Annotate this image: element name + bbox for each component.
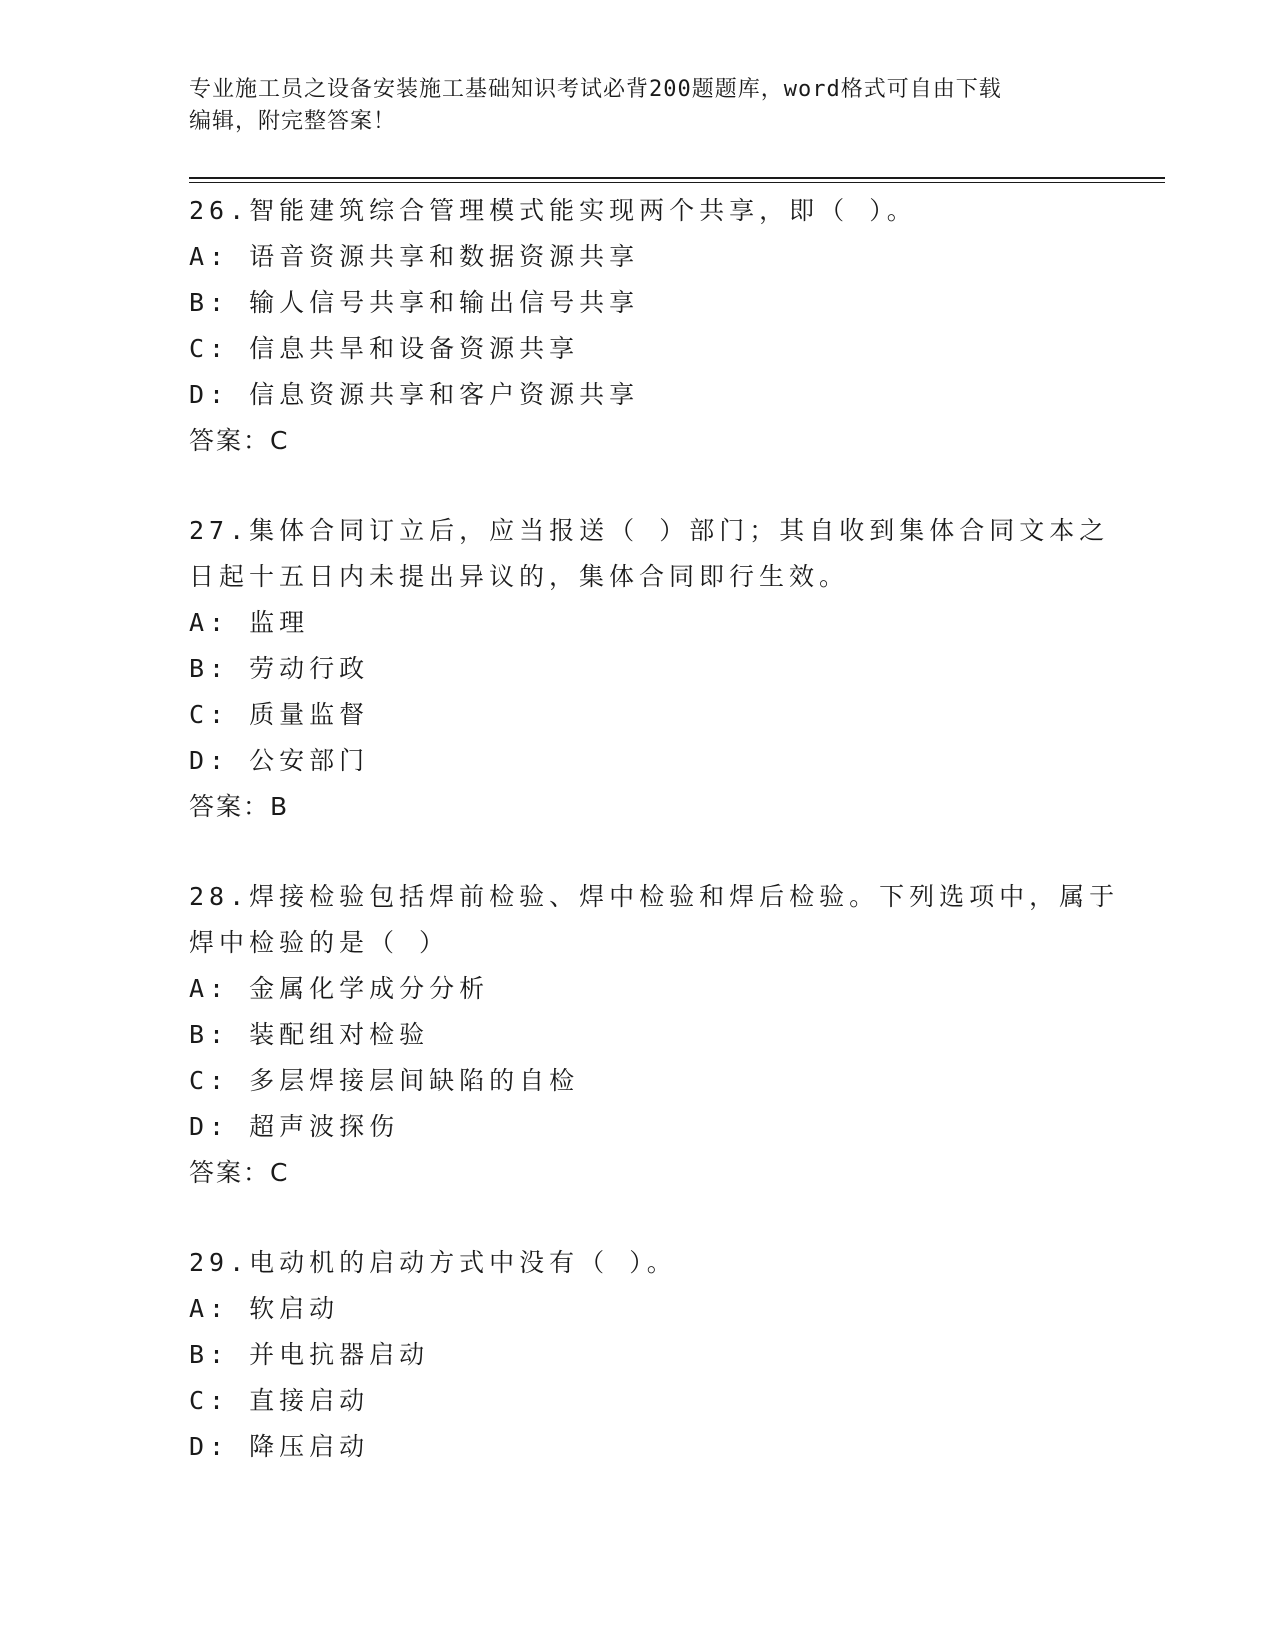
option-a: A: 语音资源共享和数据资源共享 [189,242,640,271]
option-c: C: 直接启动 [189,1386,370,1415]
option-a: A: 金属化学成分分析 [189,974,490,1003]
option-a: A: 软启动 [189,1294,340,1323]
header-divider-thin [189,182,1165,183]
header-title-line-1: 专业施工员之设备安装施工基础知识考试必背200题题库，word格式可自由下载 [189,77,1002,102]
option-a: A: 监理 [189,608,310,637]
question-stem: 29.电动机的启动方式中没有（ ）。 [189,1248,677,1277]
question-stem: 27.集体合同订立后，应当报送（ ）部门；其自收到集体合同文本之 [189,516,1110,545]
option-c: C: 多层焊接层间缺陷的自检 [189,1066,580,1095]
answer-label: 答案：B [189,792,290,821]
question-26 [189,188,1089,464]
option-b: B: 装配组对检验 [189,1020,430,1049]
question-stem-continued: 焊中检验的是（ ） [189,928,450,957]
answer-label: 答案：C [189,1158,290,1187]
option-d: D: 降压启动 [189,1432,370,1461]
option-b: B: 输人信号共享和输出信号共享 [189,288,640,317]
header-title-line-2: 编辑，附完整答案！ [189,109,397,134]
option-d: D: 公安部门 [189,746,370,775]
option-c: C: 质量监督 [189,700,370,729]
option-b: B: 并电抗器启动 [189,1340,430,1369]
option-d: D: 超声波探伤 [189,1112,400,1141]
option-c: C: 信息共旱和设备资源共享 [189,334,580,363]
header-divider-thick [189,177,1165,179]
question-stem: 28.焊接检验包括焊前检验、焊中检验和焊后检验。下列选项中，属于 [189,882,1120,911]
question-stem: 26.智能建筑综合管理模式能实现两个共享，即（ ）。 [189,196,917,225]
question-27 [189,508,1110,830]
question-list [189,188,1120,1514]
answer-label: 答案：C [189,426,290,455]
question-stem-continued: 日起十五日内未提出异议的，集体合同即行生效。 [189,562,850,591]
question-28 [189,874,1120,1196]
document-header [189,74,1069,138]
option-d: D: 信息资源共享和客户资源共享 [189,380,640,409]
option-b: B: 劳动行政 [189,654,370,683]
question-29 [189,1240,1089,1470]
